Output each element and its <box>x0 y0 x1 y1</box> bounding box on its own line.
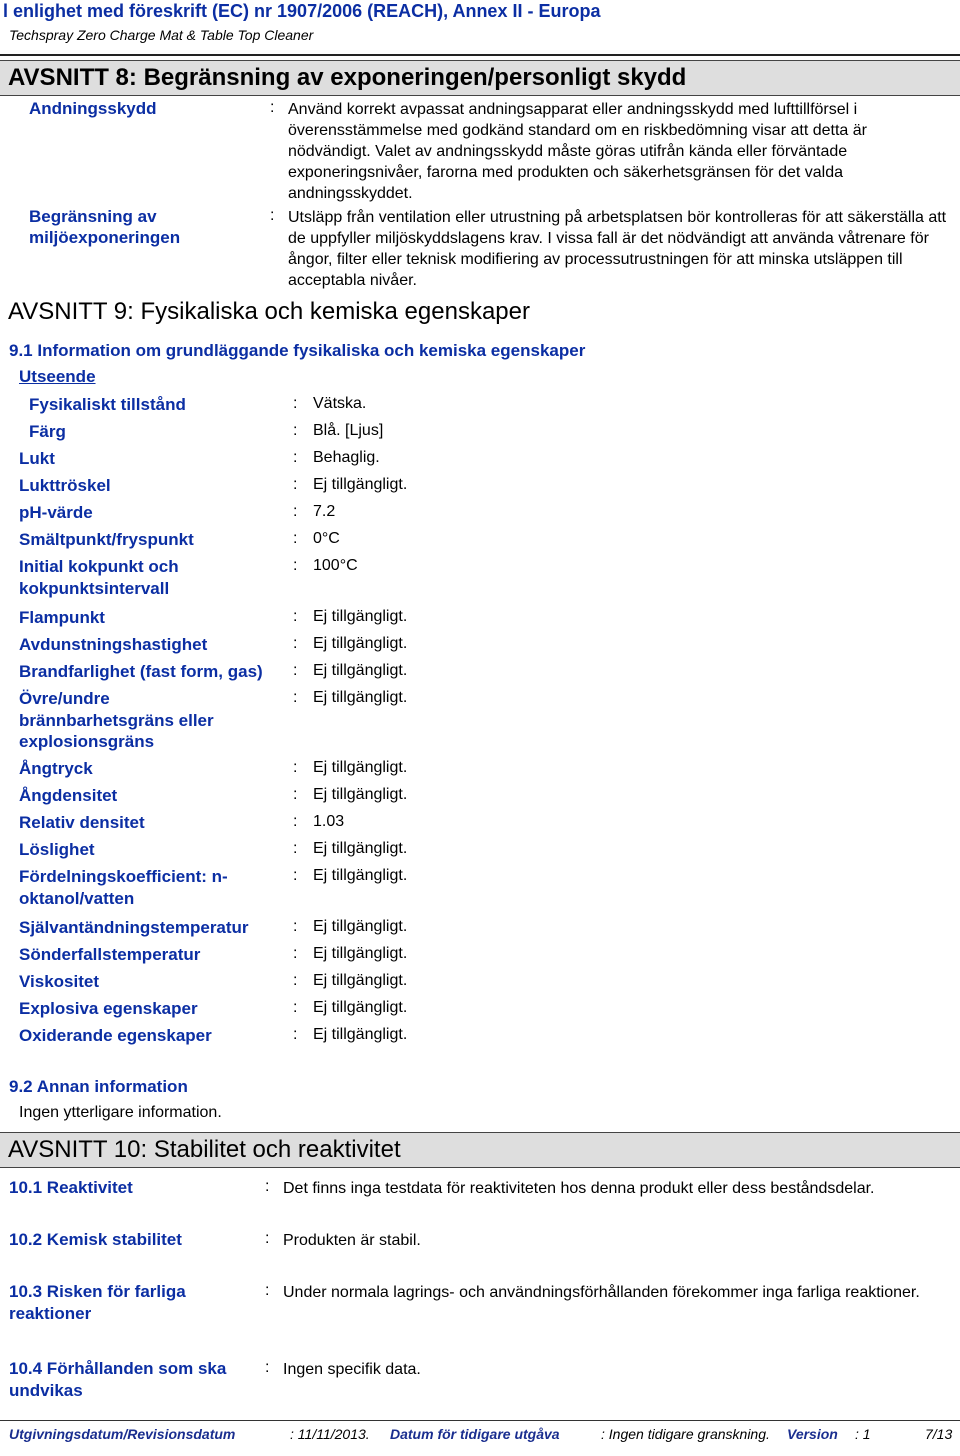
regulation-title: l enlighet med föreskrift (EC) nr 1907/2006 (REACH), Annex II - Europa <box>3 1 601 21</box>
row-colon: : <box>293 1026 298 1043</box>
property-label-partition-coefficient: Fördelningskoefficient: n-oktanol/vatten <box>19 867 228 908</box>
previous-issue-value: : Ingen tidigare granskning. <box>601 1426 770 1442</box>
property-label-viscosity: Viskositet <box>19 972 100 991</box>
row-colon: : <box>293 635 298 652</box>
footer <box>0 1426 960 1444</box>
row-colon: : <box>293 759 298 776</box>
property-value-boiling-point: 100°C <box>313 557 358 574</box>
property-label-flash-point: Flampunkt <box>19 608 105 627</box>
property-label-color: Färg <box>29 422 66 441</box>
page-number: 7/13 <box>925 1426 953 1442</box>
respiratory-protection-label: Andningsskydd <box>29 99 157 118</box>
property-label-ph: pH-värde <box>19 503 93 522</box>
issue-date-value: : 11/11/2013. <box>290 1426 370 1442</box>
property-label-melting-point: Smältpunkt/fryspunkt <box>19 530 194 549</box>
property-value-flammability: Ej tillgängligt. <box>313 662 408 679</box>
other-information-text: Ingen ytterligare information. <box>19 1104 222 1121</box>
property-value-vapor-pressure: Ej tillgängligt. <box>313 759 408 776</box>
chemical-stability-label: 10.2 Kemisk stabilitet <box>9 1230 182 1249</box>
row-colon: : <box>293 999 298 1016</box>
row-colon: : <box>293 867 298 884</box>
property-label-evaporation-rate: Avdunstningshastighet <box>19 635 208 654</box>
row-colon: : <box>265 1282 270 1299</box>
section-9-title: AVSNITT 9: Fysikaliska och kemiska egenskaper <box>8 298 530 325</box>
property-value-odor: Behaglig. <box>313 449 380 466</box>
row-colon: : <box>293 840 298 857</box>
hazardous-reactions-label: 10.3 Risken för farliga reaktioner <box>9 1282 186 1323</box>
reactivity-label: 10.1 Reaktivitet <box>9 1178 133 1197</box>
property-label-boiling-point: Initial kokpunkt och kokpunktsintervall <box>19 557 179 598</box>
header-divider <box>0 54 960 56</box>
row-colon: : <box>293 557 298 574</box>
property-label-flammability: Brandfarlighet (fast form, gas) <box>19 662 263 681</box>
property-value-viscosity: Ej tillgängligt. <box>313 972 408 989</box>
row-colon: : <box>265 1359 270 1376</box>
row-colon: : <box>293 918 298 935</box>
row-colon: : <box>293 945 298 962</box>
row-colon: : <box>293 813 298 830</box>
property-value-autoignition-temperature: Ej tillgängligt. <box>313 918 408 935</box>
property-label-explosion-limits: Övre/undre brännbarhetsgräns eller explosionsgräns <box>19 689 214 751</box>
property-value-melting-point: 0°C <box>313 530 340 547</box>
property-label-vapor-density: Ångdensitet <box>19 786 118 805</box>
conditions-to-avoid-text: Ingen specifik data. <box>283 1361 421 1378</box>
property-label-physical-state: Fysikaliskt tillstånd <box>29 395 186 414</box>
subsection-9-1-title: 9.1 Information om grundläggande fysikaliska och kemiska egenskaper <box>9 341 586 360</box>
version-label: Version <box>787 1426 838 1442</box>
property-label-explosive-properties: Explosiva egenskaper <box>19 999 198 1018</box>
property-value-decomposition-temperature: Ej tillgängligt. <box>313 945 408 962</box>
section-10-title: AVSNITT 10: Stabilitet och reaktivitet <box>8 1136 401 1163</box>
row-colon: : <box>270 207 275 224</box>
property-label-relative-density: Relativ densitet <box>19 813 145 832</box>
row-colon: : <box>293 503 298 520</box>
chemical-stability-text: Produkten är stabil. <box>283 1232 421 1249</box>
section-8-title: AVSNITT 8: Begränsning av exponeringen/personligt skydd <box>8 64 687 91</box>
property-label-decomposition-temperature: Sönderfallstemperatur <box>19 945 201 964</box>
row-colon: : <box>293 422 298 439</box>
row-colon: : <box>270 99 275 116</box>
previous-issue-label: Datum för tidigare utgåva <box>390 1426 560 1442</box>
property-value-flash-point: Ej tillgängligt. <box>313 608 408 625</box>
property-label-odor: Lukt <box>19 449 55 468</box>
row-colon: : <box>293 395 298 412</box>
property-label-autoignition-temperature: Självantändningstemperatur <box>19 918 249 937</box>
conditions-to-avoid-label: 10.4 Förhållanden som ska undvikas <box>9 1359 227 1400</box>
row-colon: : <box>293 530 298 547</box>
issue-date-label: Utgivningsdatum/Revisionsdatum <box>9 1426 236 1442</box>
property-label-oxidizing-properties: Oxiderande egenskaper <box>19 1026 212 1045</box>
environmental-exposure-label: Begränsning av miljöexponeringen <box>29 207 181 247</box>
property-label-solubility: Löslighet <box>19 840 95 859</box>
row-colon: : <box>293 662 298 679</box>
row-colon: : <box>265 1230 270 1247</box>
property-value-partition-coefficient: Ej tillgängligt. <box>313 867 408 884</box>
section-10-banner <box>0 1132 960 1168</box>
property-value-oxidizing-properties: Ej tillgängligt. <box>313 1026 408 1043</box>
reactivity-text: Det finns inga testdata för reaktiviteten hos denna produkt eller dess beståndsdelar. <box>283 1180 875 1197</box>
property-value-explosive-properties: Ej tillgängligt. <box>313 999 408 1016</box>
section-9-banner <box>0 296 960 332</box>
row-colon: : <box>293 476 298 493</box>
environmental-exposure-text: Utsläpp från ventilation eller utrustning på arbetsplatsen bör kontrolleras för att säkerställa att de uppfyller miljöskyddslagens krav. I vissa fall är det nödvändigt att använda våtrenare för ångor, filter eller teknisk modifiering av processutrustningen för att minska utsläppen till acceptabla nivåer. <box>288 209 947 289</box>
version-value: : 1 <box>855 1426 871 1442</box>
row-colon: : <box>293 689 298 706</box>
respiratory-protection-text: Använd korrekt avpassat andningsapparat eller andningsskydd med lufttillförsel i överensstämmelse med godkänd standard om en riskbedömning visar att detta är nödvändigt. Valet av andningsskydd måste göras utifrån kända eller förväntade exponeringsnivåer, farorna med produkten och säkerhetsgränsen för det valda andningsskyddet. <box>288 101 867 202</box>
property-value-color: Blå. [Ljus] <box>313 422 384 439</box>
row-colon: : <box>293 972 298 989</box>
property-value-solubility: Ej tillgängligt. <box>313 840 408 857</box>
property-label-vapor-pressure: Ångtryck <box>19 759 93 778</box>
property-value-vapor-density: Ej tillgängligt. <box>313 786 408 803</box>
appearance-heading: Utseende <box>19 367 96 386</box>
section-8-banner <box>0 60 960 96</box>
property-value-physical-state: Vätska. <box>313 395 367 412</box>
property-value-odor-threshold: Ej tillgängligt. <box>313 476 408 493</box>
row-colon: : <box>293 608 298 625</box>
product-name: Techspray Zero Charge Mat & Table Top Cleaner <box>9 27 314 43</box>
row-colon: : <box>293 786 298 803</box>
row-colon: : <box>265 1178 270 1195</box>
property-label-odor-threshold: Lukttröskel <box>19 476 111 495</box>
property-value-evaporation-rate: Ej tillgängligt. <box>313 635 408 652</box>
property-value-explosion-limits: Ej tillgängligt. <box>313 689 408 706</box>
hazardous-reactions-text: Under normala lagrings- och användningsförhållanden förekommer inga farliga reaktioner. <box>283 1284 920 1301</box>
property-value-ph: 7.2 <box>313 503 336 520</box>
property-value-relative-density: 1.03 <box>313 813 345 830</box>
row-colon: : <box>293 449 298 466</box>
subsection-9-2-title: 9.2 Annan information <box>9 1077 188 1096</box>
footer-divider <box>0 1420 960 1421</box>
